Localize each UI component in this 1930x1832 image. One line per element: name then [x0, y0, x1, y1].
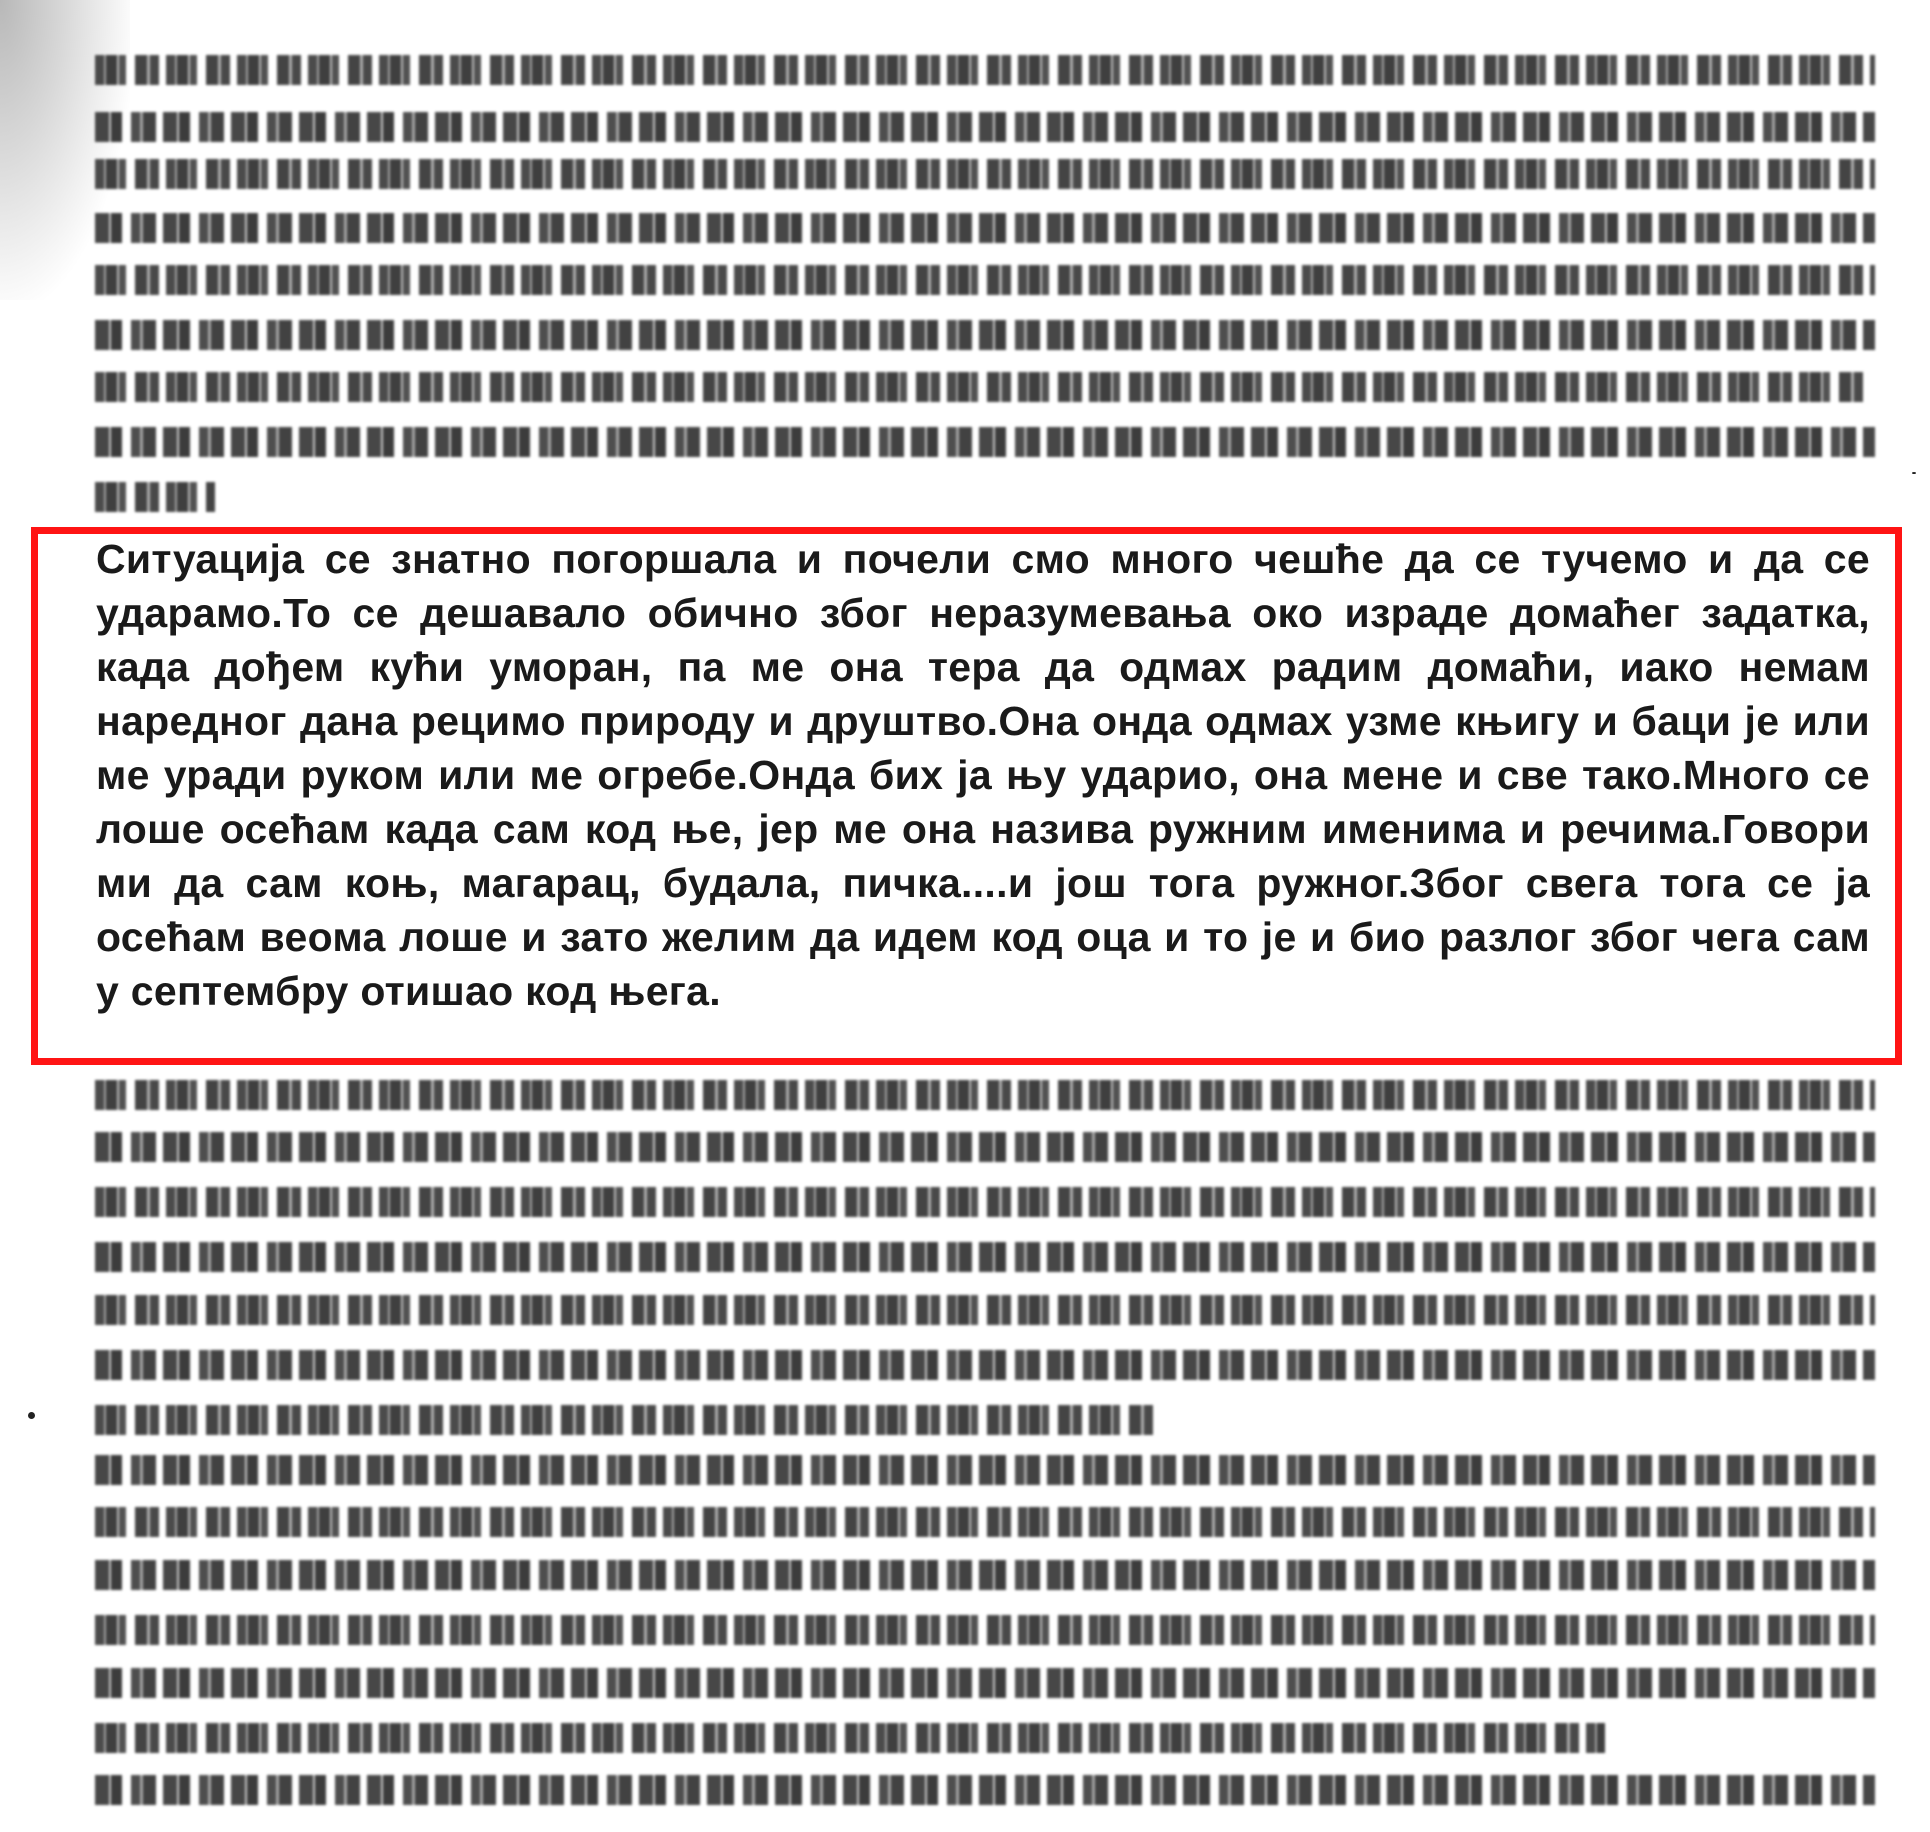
redacted-line [95, 55, 1875, 85]
redacted-line [95, 1455, 1875, 1485]
redacted-line [95, 1405, 1155, 1435]
redacted-line [95, 112, 1875, 142]
redacted-line [95, 1668, 1875, 1698]
redacted-line [95, 1507, 1875, 1537]
redacted-line [95, 213, 1875, 243]
redacted-line [95, 1242, 1875, 1272]
redacted-line [95, 159, 1875, 189]
redacted-line [95, 1187, 1875, 1217]
redacted-line [95, 1775, 1875, 1805]
highlighted-excerpt: Ситуација се знатно погоршала и почели смо много чешће да се тучемо и да се ударамо.То се дешавало обично због неразумевања око израде домаћег задатка, када дођем кући уморан, па ме она тера да одмах радим домаћи, иако немам наредног дана рецимо природу и друштво.Она онда одмах узме књигу и баци је или ме уради руком или ме огребе.Онда бих ја њу ударио, она мене и све тако.Много се лоше осећам када сам код ње, јер ме она назива ружним именима и речима.Говори ми да сам коњ, магарац, будала, пичка....и још тога ружног.Због свега тога се ја осећам веома лоше и зато желим да идем код оца и то је и био разлог због чега сам у септембру отишао код њега. [96, 536, 1870, 1014]
redacted-line [95, 1080, 1875, 1110]
scan-speck [28, 1412, 35, 1419]
redacted-line [95, 482, 215, 512]
scan-shadow [0, 0, 130, 300]
scan-speck [1912, 472, 1916, 474]
redacted-line [95, 1295, 1875, 1325]
redacted-line [95, 372, 1865, 402]
redacted-line [95, 1615, 1875, 1645]
redacted-line [95, 1350, 1875, 1380]
redacted-line [95, 1723, 1605, 1753]
redacted-line [95, 1132, 1875, 1162]
redacted-line [95, 320, 1875, 350]
redacted-line [95, 427, 1875, 457]
redacted-line [95, 1560, 1875, 1590]
redacted-line [95, 265, 1875, 295]
